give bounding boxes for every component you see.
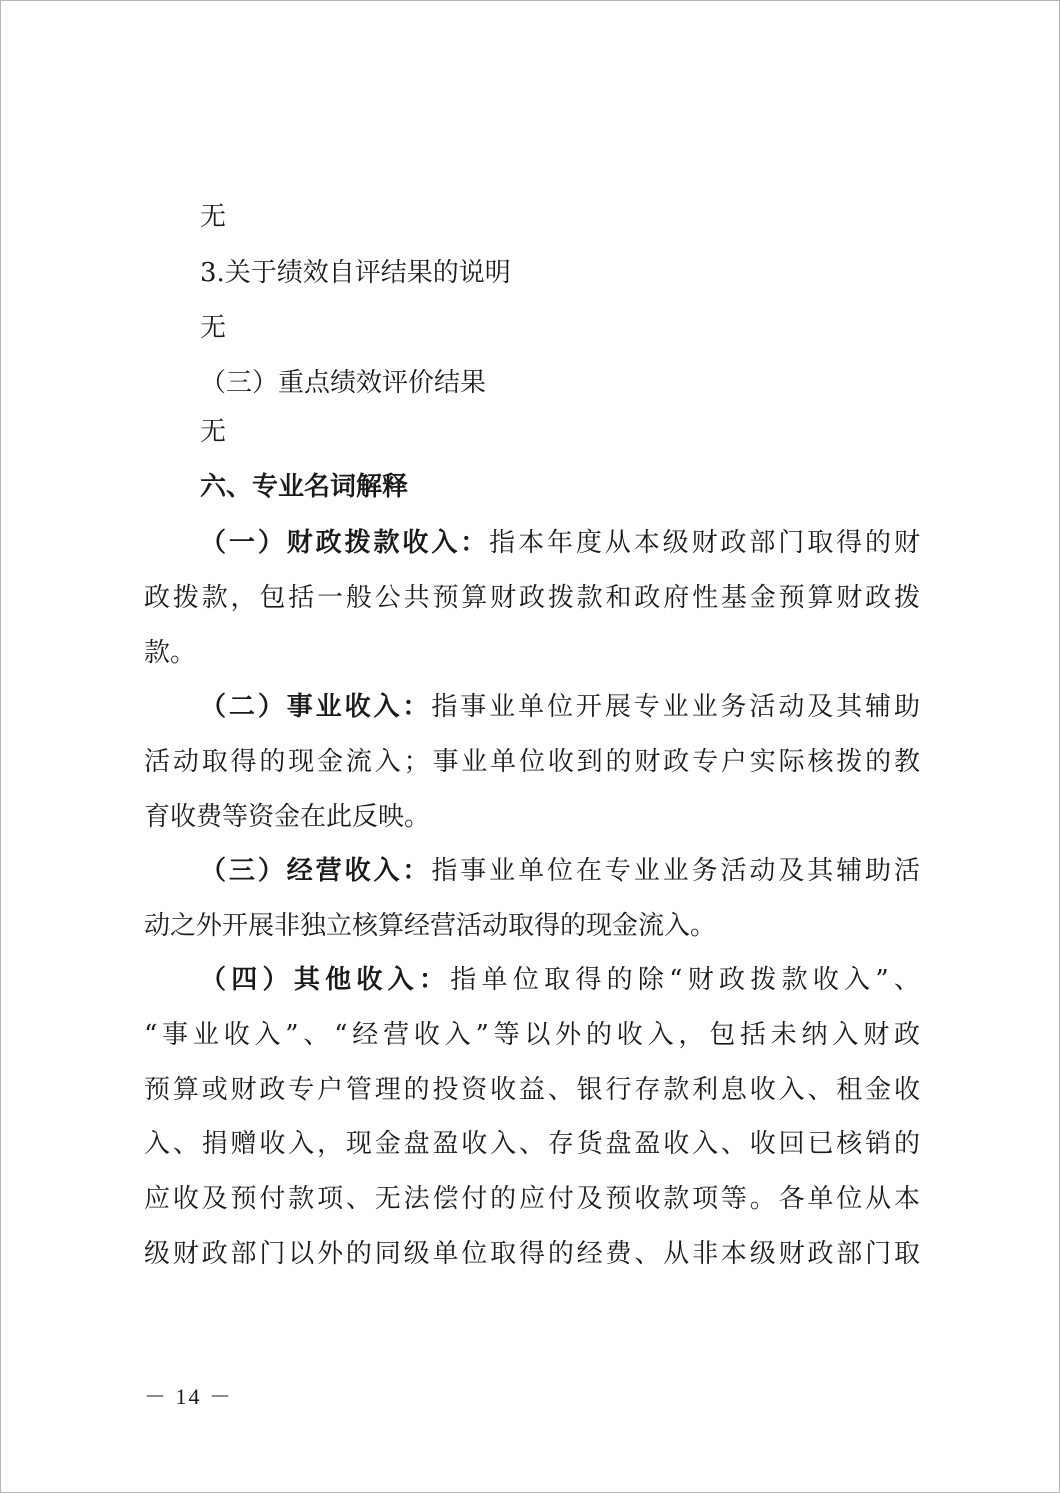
paragraph-text: 款。	[144, 638, 197, 668]
definition-text: 指单位取得的除“财政拨款收入”、	[450, 965, 920, 995]
definition-text: 指事业单位开展专业业务活动及其辅助	[431, 692, 920, 722]
definition-line	[200, 528, 920, 558]
definition-line	[200, 856, 920, 886]
paragraph-text: 政拨款，包括一般公共预算财政拨款和政府性基金预算财政拨	[144, 583, 920, 613]
subheading: （三）重点绩效评价结果	[200, 368, 487, 398]
paragraph-text: 活动取得的现金流入；事业单位收到的财政专户实际核拨的教	[144, 747, 920, 777]
definition-term: （四）其他收入：	[200, 965, 451, 995]
paragraph-text: 育收费等资金在此反映。	[144, 802, 431, 832]
definition-line	[200, 692, 920, 722]
subheading: 3.关于绩效自评结果的说明	[200, 258, 511, 288]
definition-text: 指本年度从本级财政部门取得的财	[489, 528, 920, 558]
page-number: － 14 －	[144, 1384, 234, 1409]
paragraph-text: 无	[200, 313, 227, 343]
paragraph-text: 无	[200, 417, 227, 447]
paragraph-text: 应收及预付款项、无法偿付的应付及预收款项等。各单位从本	[144, 1184, 920, 1214]
paragraph-text: “事业收入”、“经营收入”等以外的收入，包括未纳入财政	[144, 1020, 920, 1050]
definition-term: （三）经营收入：	[200, 856, 432, 886]
definition-line	[200, 965, 920, 995]
paragraph-text: 入、捐赠收入，现金盘盈收入、存货盘盈收入、收回已核销的	[144, 1129, 920, 1159]
paragraph-text: 预算或财政专户管理的投资收益、银行存款利息收入、租金收	[144, 1075, 920, 1105]
definition-term: （二）事业收入：	[200, 692, 432, 722]
paragraph-text: 级财政部门以外的同级单位取得的经费、从非本级财政部门取	[144, 1239, 920, 1269]
section-heading: 六、专业名词解释	[200, 472, 409, 502]
paragraph-text: 动之外开展非独立核算经营活动取得的现金流入。	[144, 911, 717, 941]
definition-term: （一）财政拨款收入：	[200, 528, 490, 558]
paragraph-text: 无	[200, 202, 227, 232]
definition-text: 指事业单位在专业业务活动及其辅助活	[431, 856, 920, 886]
